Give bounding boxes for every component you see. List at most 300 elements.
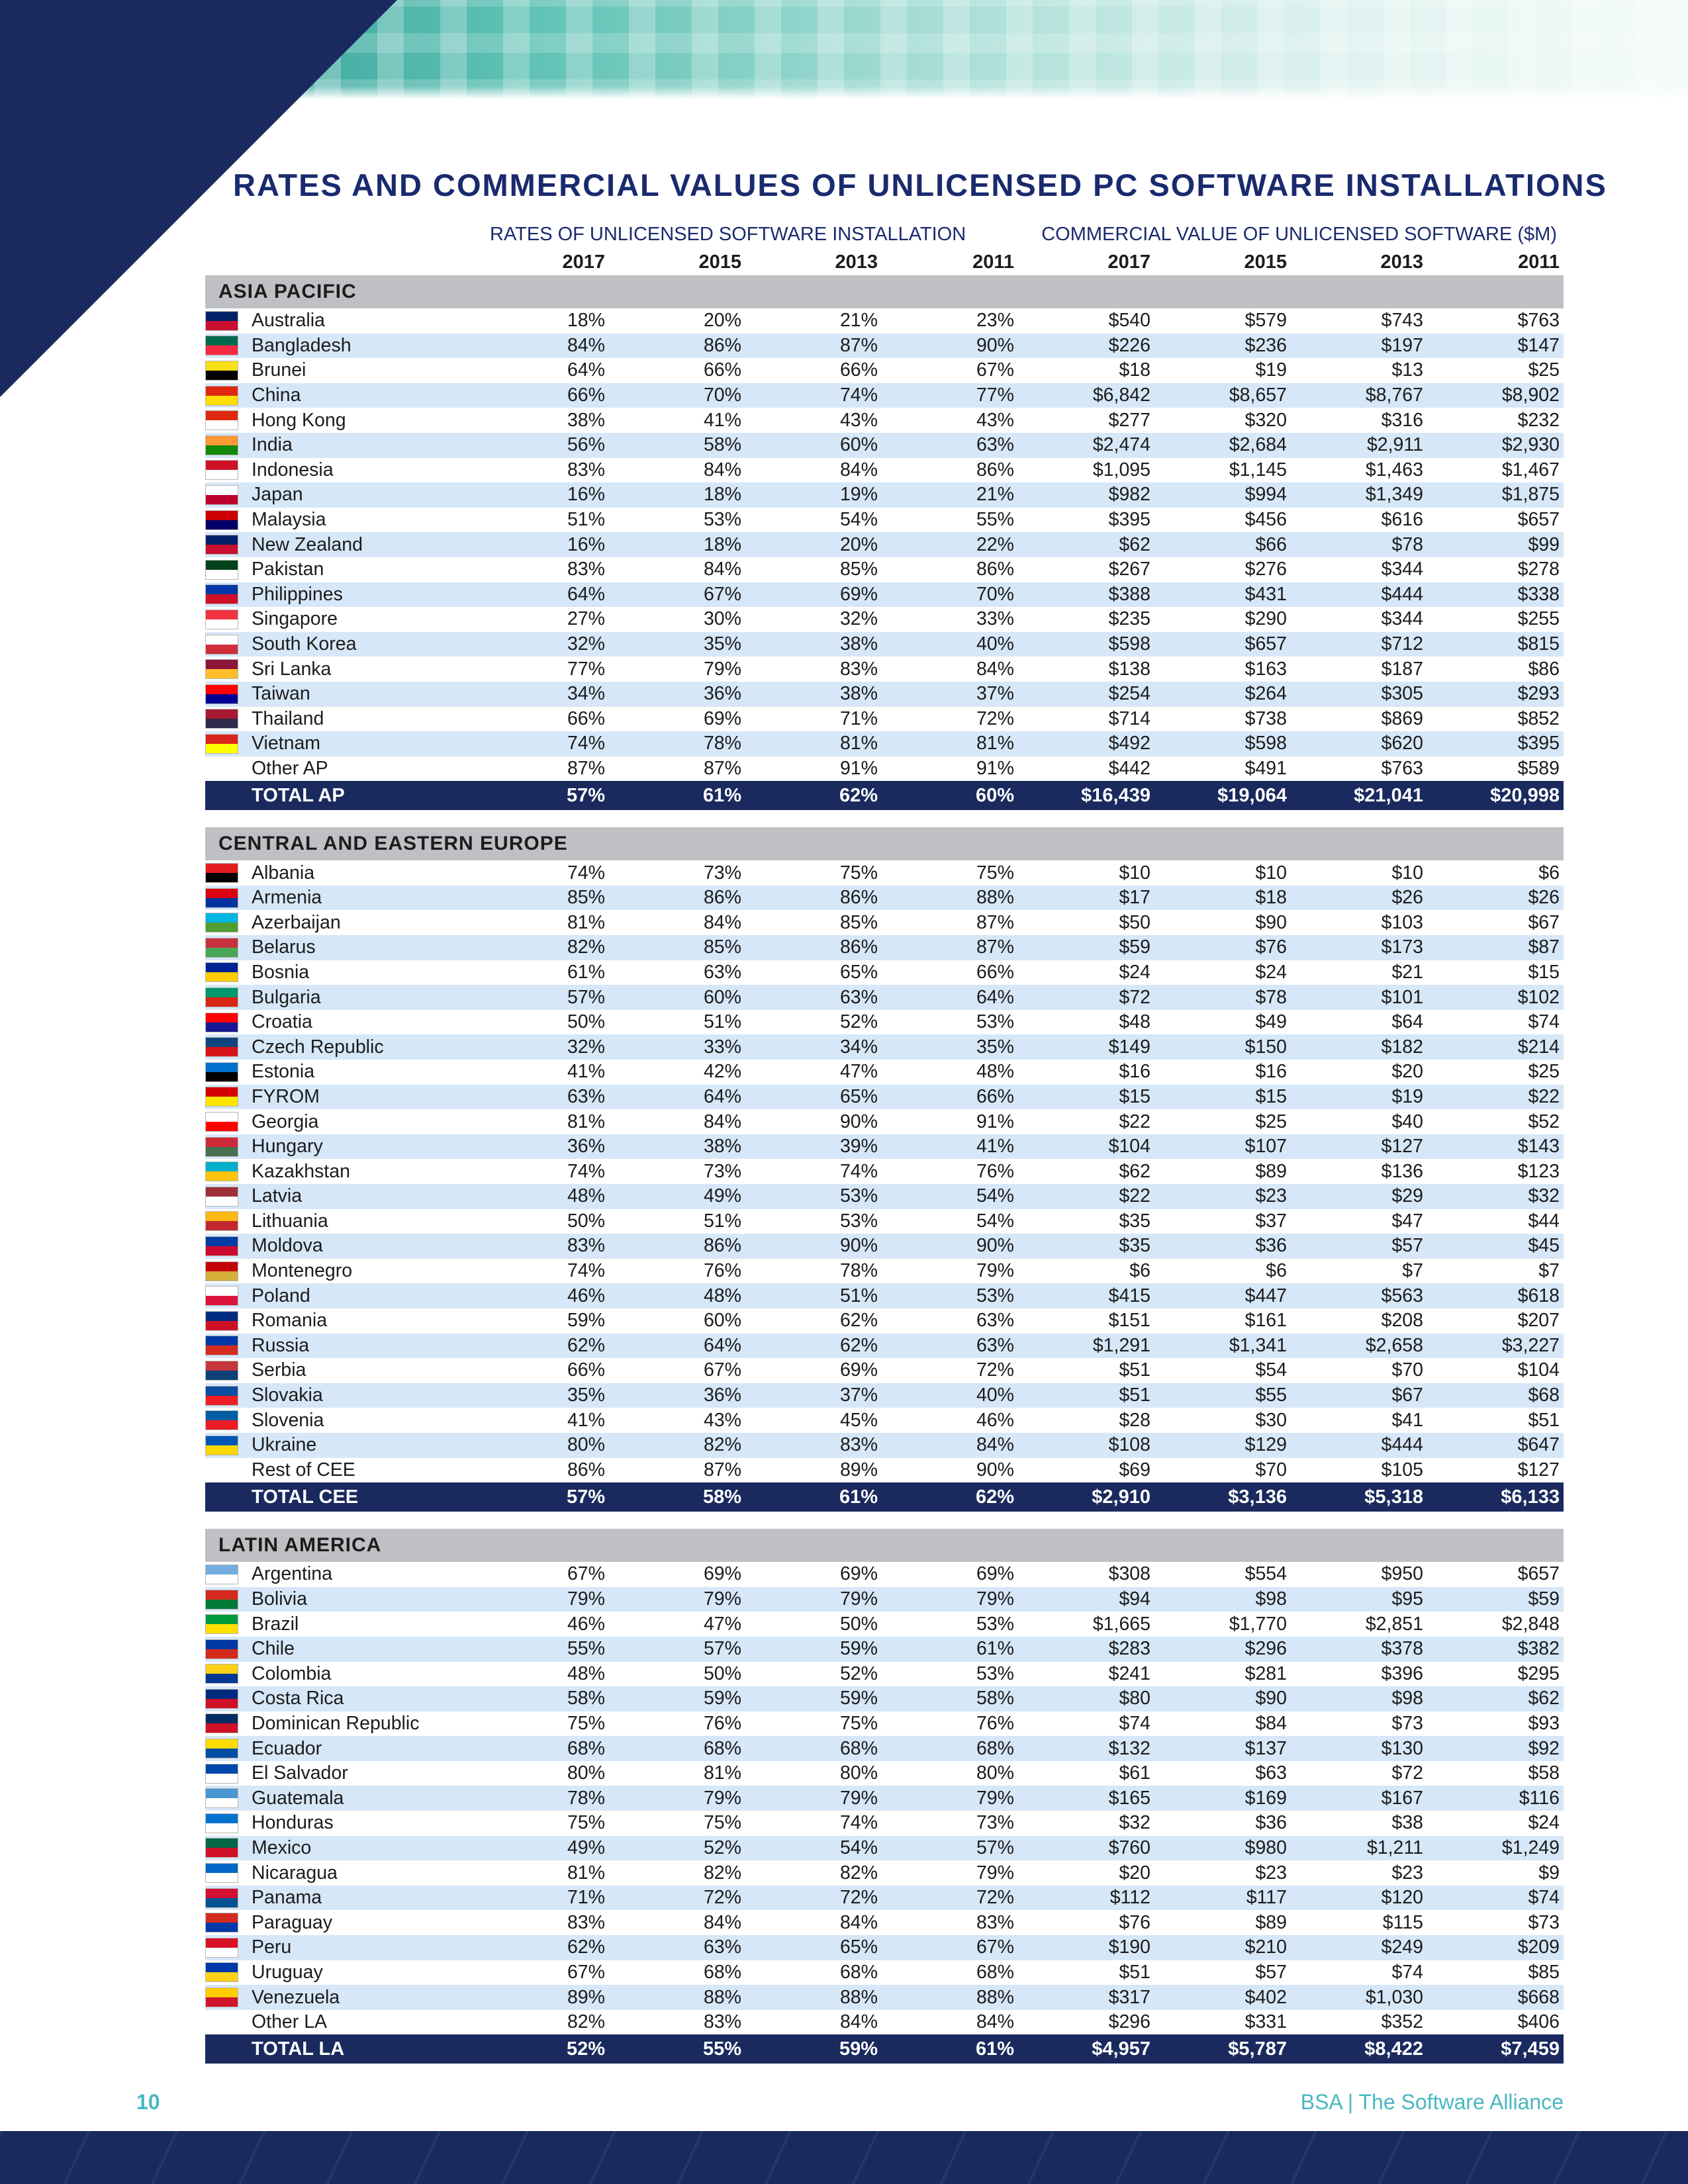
rate-cell: 75% <box>703 1812 741 1834</box>
value-cell: $255 <box>1517 608 1560 630</box>
rate-cell: 91% <box>976 757 1014 779</box>
rate-cell: 18% <box>567 310 605 332</box>
table-body <box>205 275 1564 2064</box>
country-name: Poland <box>252 1285 310 1306</box>
country-name: Nicaragua <box>252 1862 338 1884</box>
country-name: Indonesia <box>252 459 334 480</box>
country-cell <box>205 508 470 533</box>
value-cell: $70 <box>1255 1459 1287 1480</box>
rate-cell: 86% <box>703 887 741 909</box>
value-cell: $187 <box>1381 658 1423 680</box>
country-cell <box>205 1786 470 1811</box>
rate-cell: 45% <box>839 1409 878 1431</box>
value-cell: $104 <box>1108 1136 1150 1158</box>
section-gap <box>205 810 1564 827</box>
rate-cell: 66% <box>976 1085 1014 1107</box>
rate-cell: 51% <box>703 1011 741 1033</box>
rate-cell: 67% <box>976 359 1014 381</box>
value-cell: $2,911 <box>1366 434 1423 456</box>
flag-icon <box>205 1286 238 1306</box>
value-cell: $293 <box>1517 683 1560 705</box>
value-cell: $84 <box>1255 1712 1287 1734</box>
value-cell: $89 <box>1255 1911 1287 1933</box>
rate-cell: 41% <box>976 1136 1014 1158</box>
country-name: Kazakhstan <box>252 1160 350 1182</box>
country-name: Other LA <box>252 2011 328 2033</box>
value-cell: $283 <box>1108 1638 1150 1660</box>
total-label: TOTAL LA <box>252 2038 345 2060</box>
value-cell: $45 <box>1528 1235 1560 1257</box>
country-name: Ecuador <box>252 1737 322 1759</box>
value-cell: $132 <box>1108 1737 1150 1759</box>
value-cell: $25 <box>1255 1111 1287 1132</box>
rate-cell: 76% <box>703 1260 741 1282</box>
value-cell: $207 <box>1517 1310 1560 1332</box>
flag-icon <box>205 1013 238 1032</box>
rate-cell: 70% <box>976 583 1014 605</box>
rate-cell: 87% <box>567 757 605 779</box>
value-cell: $36 <box>1255 1812 1287 1834</box>
rate-cell: 82% <box>839 1862 878 1884</box>
rate-cell: 40% <box>976 1385 1014 1406</box>
rate-cell: 84% <box>976 658 1014 680</box>
rate-cell: 70% <box>703 385 741 406</box>
value-year-header: 2013 <box>1380 251 1423 273</box>
rate-cell: 38% <box>703 1136 741 1158</box>
rate-cell: 83% <box>703 2011 741 2033</box>
flag-icon <box>205 913 238 933</box>
rate-cell: 66% <box>839 359 878 381</box>
value-cell: $123 <box>1517 1160 1560 1182</box>
value-cell: $254 <box>1108 683 1150 705</box>
rate-cell: 80% <box>567 1434 605 1456</box>
country-name: Latvia <box>252 1185 303 1207</box>
table-row <box>205 1811 1564 1836</box>
rate-cell: 80% <box>976 1762 1014 1784</box>
rate-cell: 60% <box>839 434 878 456</box>
value-cell: $331 <box>1244 2011 1287 2033</box>
rate-cell: 53% <box>839 1210 878 1232</box>
table-row <box>205 1433 1564 1458</box>
rate-cell: 84% <box>839 459 878 480</box>
rate-cell: 35% <box>703 633 741 655</box>
table-row <box>205 1736 1564 1761</box>
rate-cell: 79% <box>976 1862 1014 1884</box>
country-name: Rest of CEE <box>252 1459 355 1480</box>
value-cell: $15 <box>1255 1085 1287 1107</box>
table-row <box>205 1786 1564 1811</box>
table-row <box>205 960 1564 985</box>
rate-cell: 63% <box>976 434 1014 456</box>
value-cell: $406 <box>1517 2011 1560 2033</box>
table-row <box>205 657 1564 682</box>
value-cell: $69 <box>1119 1459 1150 1480</box>
value-cell: $296 <box>1108 2011 1150 2033</box>
total-label: TOTAL AP <box>252 784 345 806</box>
value-cell: $305 <box>1381 683 1423 705</box>
value-cell: $657 <box>1517 1563 1560 1585</box>
value-cell: $41 <box>1391 1409 1423 1431</box>
rate-year-header: 2017 <box>562 251 605 273</box>
rate-cell: 86% <box>703 1235 741 1257</box>
rate-cell: 63% <box>839 986 878 1008</box>
value-cell: $1,291 <box>1092 1334 1150 1356</box>
rate-cell: 79% <box>976 1787 1014 1809</box>
value-cell: $58 <box>1528 1762 1560 1784</box>
value-cell: $241 <box>1108 1662 1150 1684</box>
value-cell: $101 <box>1381 986 1423 1008</box>
country-name: South Korea <box>252 633 357 655</box>
value-cell: $317 <box>1108 1986 1150 2008</box>
rate-cell: 83% <box>567 559 605 580</box>
country-cell <box>205 482 470 508</box>
value-cell: $104 <box>1517 1359 1560 1381</box>
country-name: Venezuela <box>252 1986 340 2008</box>
rate-cell: 18% <box>703 533 741 555</box>
rate-cell: 36% <box>703 1385 741 1406</box>
rate-cell: 57% <box>976 1837 1014 1858</box>
total-value-cell: $21,041 <box>1354 784 1423 806</box>
total-value-cell: $6,133 <box>1501 1486 1560 1508</box>
country-cell <box>205 756 470 782</box>
value-cell: $23 <box>1255 1862 1287 1884</box>
country-cell <box>205 1010 470 1035</box>
rate-cell: 68% <box>976 1737 1014 1759</box>
rate-cell: 18% <box>703 484 741 506</box>
value-cell: $743 <box>1381 310 1423 332</box>
rate-cell: 48% <box>567 1185 605 1207</box>
flag-icon <box>205 485 238 505</box>
country-name: Australia <box>252 310 325 332</box>
rate-cell: 90% <box>976 1235 1014 1257</box>
value-cell: $23 <box>1391 1862 1423 1884</box>
rate-cell: 76% <box>976 1160 1014 1182</box>
value-cell: $1,341 <box>1229 1334 1287 1356</box>
value-cell: $657 <box>1244 633 1287 655</box>
rate-cell: 88% <box>703 1986 741 2008</box>
table-row <box>205 1234 1564 1259</box>
rate-cell: 50% <box>839 1613 878 1635</box>
value-cell: $6,842 <box>1092 385 1150 406</box>
total-rate-cell: 52% <box>566 2038 605 2060</box>
rate-cell: 84% <box>703 911 741 933</box>
table-row <box>205 1334 1564 1359</box>
value-cell: $1,770 <box>1229 1613 1287 1635</box>
value-cell: $2,930 <box>1501 434 1560 456</box>
rate-cell: 85% <box>839 559 878 580</box>
rate-cell: 20% <box>703 310 741 332</box>
country-cell <box>205 334 470 359</box>
value-cell: $130 <box>1381 1737 1423 1759</box>
flag-icon <box>205 1913 238 1933</box>
rate-cell: 33% <box>703 1036 741 1058</box>
value-cell: $1,249 <box>1501 1837 1560 1858</box>
value-cell: $352 <box>1381 2011 1423 2033</box>
rate-cell: 84% <box>703 559 741 580</box>
rate-cell: 79% <box>839 1787 878 1809</box>
table-row <box>205 1134 1564 1160</box>
country-cell <box>205 1761 470 1786</box>
rate-cell: 53% <box>976 1285 1014 1306</box>
rate-cell: 74% <box>567 1160 605 1182</box>
rate-cell: 49% <box>567 1837 605 1858</box>
rate-cell: 74% <box>567 862 605 884</box>
country-cell <box>205 1960 470 1985</box>
flag-icon <box>205 1788 238 1808</box>
value-cell: $6 <box>1266 1260 1287 1282</box>
value-cell: $90 <box>1255 911 1287 933</box>
rate-cell: 68% <box>703 1961 741 1983</box>
rate-cell: 85% <box>839 911 878 933</box>
country-name: Belarus <box>252 936 316 958</box>
value-cell: $108 <box>1108 1434 1150 1456</box>
rate-cell: 72% <box>839 1887 878 1909</box>
rate-cell: 91% <box>839 757 878 779</box>
table-row <box>205 731 1564 756</box>
value-cell: $150 <box>1244 1036 1287 1058</box>
rate-cell: 21% <box>976 484 1014 506</box>
table-row <box>205 532 1564 557</box>
country-name: Malaysia <box>252 509 326 531</box>
table-row <box>205 985 1564 1010</box>
country-cell <box>205 1060 470 1085</box>
table-row <box>205 1587 1564 1612</box>
value-cell: $378 <box>1381 1638 1423 1660</box>
rate-cell: 53% <box>703 509 741 531</box>
country-cell <box>205 1109 470 1134</box>
total-value-cell: $2,910 <box>1092 1486 1150 1508</box>
rate-cell: 69% <box>703 707 741 729</box>
value-cell: $10 <box>1391 862 1423 884</box>
value-cell: $66 <box>1255 533 1287 555</box>
value-cell: $30 <box>1255 1409 1287 1431</box>
value-cell: $308 <box>1108 1563 1150 1585</box>
rate-cell: 63% <box>703 961 741 983</box>
value-cell: $87 <box>1528 936 1560 958</box>
rate-cell: 86% <box>976 559 1014 580</box>
rate-cell: 81% <box>703 1762 741 1784</box>
country-cell <box>205 1458 470 1483</box>
country-name: Croatia <box>252 1011 312 1033</box>
value-cell: $447 <box>1244 1285 1287 1306</box>
value-cell: $16 <box>1255 1061 1287 1083</box>
rate-cell: 68% <box>567 1737 605 1759</box>
rate-cell: 81% <box>567 1111 605 1132</box>
total-rate-cell: 57% <box>566 1486 605 1508</box>
value-cell: $738 <box>1244 707 1287 729</box>
table-row <box>205 2010 1564 2035</box>
value-cell: $24 <box>1119 961 1150 983</box>
flag-icon <box>205 1361 238 1381</box>
rate-cell: 79% <box>976 1260 1014 1282</box>
value-cell: $22 <box>1119 1185 1150 1207</box>
value-cell: $657 <box>1517 509 1560 531</box>
rate-cell: 57% <box>567 986 605 1008</box>
rate-cell: 83% <box>567 459 605 480</box>
country-cell <box>205 935 470 960</box>
value-cell: $320 <box>1244 409 1287 431</box>
rate-cell: 90% <box>976 334 1014 356</box>
rate-year-header: 2013 <box>835 251 878 273</box>
rate-cell: 83% <box>839 658 878 680</box>
rate-cell: 48% <box>703 1285 741 1306</box>
rate-cell: 90% <box>976 1459 1014 1480</box>
total-value-cell: $16,439 <box>1081 784 1150 806</box>
rate-cell: 58% <box>567 1688 605 1709</box>
value-cell: $35 <box>1119 1210 1150 1232</box>
rate-cell: 79% <box>703 658 741 680</box>
data-table <box>205 218 1564 2064</box>
value-cell: $197 <box>1381 334 1423 356</box>
rate-cell: 20% <box>839 533 878 555</box>
country-name: Pakistan <box>252 559 324 580</box>
value-cell: $28 <box>1119 1409 1150 1431</box>
value-cell: $117 <box>1246 1887 1287 1909</box>
rate-cell: 83% <box>839 1434 878 1456</box>
country-name: Peru <box>252 1936 292 1958</box>
country-cell <box>205 1562 470 1587</box>
rate-cell: 82% <box>703 1434 741 1456</box>
total-rate-cell: 58% <box>702 1486 741 1508</box>
value-cell: $48 <box>1119 1011 1150 1033</box>
table-row <box>205 1662 1564 1687</box>
rate-cell: 81% <box>567 911 605 933</box>
rate-cell: 86% <box>976 459 1014 480</box>
country-name: FYROM <box>252 1085 320 1107</box>
rate-cell: 58% <box>703 434 741 456</box>
value-cell: $55 <box>1255 1385 1287 1406</box>
value-cell: $76 <box>1119 1911 1150 1933</box>
country-name: Montenegro <box>252 1260 353 1282</box>
rate-cell: 52% <box>839 1662 878 1684</box>
value-cell: $714 <box>1108 707 1150 729</box>
rate-cell: 32% <box>839 608 878 630</box>
table-row <box>205 1308 1564 1334</box>
table-row <box>205 1010 1564 1035</box>
flag-icon <box>205 1590 238 1610</box>
flag-icon <box>205 635 238 655</box>
value-cell: $316 <box>1381 409 1423 431</box>
flag-icon <box>205 1938 238 1958</box>
rate-cell: 66% <box>976 961 1014 983</box>
flag-icon <box>205 1261 238 1281</box>
value-cell: $540 <box>1108 310 1150 332</box>
value-cell: $344 <box>1381 608 1423 630</box>
rate-cell: 89% <box>567 1986 605 2008</box>
value-cell: $2,851 <box>1365 1613 1423 1635</box>
rate-cell: 76% <box>703 1712 741 1734</box>
table-row <box>205 1960 1564 1985</box>
rate-cell: 54% <box>976 1185 1014 1207</box>
value-cell: $18 <box>1255 887 1287 909</box>
flag-icon <box>205 386 238 406</box>
country-name: China <box>252 385 301 406</box>
rate-cell: 62% <box>839 1334 878 1356</box>
country-cell <box>205 707 470 732</box>
rate-cell: 74% <box>567 733 605 754</box>
value-cell: $61 <box>1119 1762 1150 1784</box>
flag-icon <box>205 311 238 331</box>
value-cell: $51 <box>1119 1961 1150 1983</box>
rate-cell: 64% <box>703 1334 741 1356</box>
rate-year-header: 2011 <box>972 251 1014 273</box>
value-cell: $444 <box>1381 1434 1423 1456</box>
rate-cell: 32% <box>567 633 605 655</box>
rate-cell: 72% <box>703 1887 741 1909</box>
value-cell: $22 <box>1119 1111 1150 1132</box>
rate-cell: 87% <box>976 936 1014 958</box>
table-row <box>205 682 1564 707</box>
value-cell: $169 <box>1244 1787 1287 1809</box>
value-year-header: 2011 <box>1518 251 1560 273</box>
value-cell: $10 <box>1119 862 1150 884</box>
rate-cell: 87% <box>839 334 878 356</box>
total-value-cell: $5,787 <box>1228 2038 1287 2060</box>
country-name: Singapore <box>252 608 338 630</box>
flag-icon <box>205 535 238 555</box>
rate-cell: 35% <box>567 1385 605 1406</box>
rate-cell: 84% <box>703 1911 741 1933</box>
rate-cell: 63% <box>703 1936 741 1958</box>
rate-cell: 35% <box>976 1036 1014 1058</box>
rate-cell: 22% <box>976 533 1014 555</box>
rate-cell: 67% <box>703 583 741 605</box>
value-cell: $163 <box>1244 658 1287 680</box>
rate-cell: 50% <box>703 1662 741 1684</box>
flag-icon <box>205 1062 238 1082</box>
rate-cell: 40% <box>976 633 1014 655</box>
rate-cell: 38% <box>567 409 605 431</box>
country-name: Thailand <box>252 707 324 729</box>
flag-icon <box>205 1037 238 1057</box>
flag-icon <box>205 361 238 381</box>
value-cell: $1,211 <box>1366 1837 1423 1858</box>
country-cell <box>205 1283 470 1308</box>
flag-icon <box>205 1087 238 1107</box>
flag-icon <box>205 1137 238 1157</box>
table-row <box>205 358 1564 383</box>
country-name: Guatemala <box>252 1787 344 1809</box>
table-row <box>205 308 1564 334</box>
rate-cell: 69% <box>839 1359 878 1381</box>
rate-cell: 79% <box>567 1588 605 1610</box>
rate-cell: 62% <box>567 1936 605 1958</box>
country-cell <box>205 1334 470 1359</box>
rate-cell: 69% <box>976 1563 1014 1585</box>
value-cell: $214 <box>1517 1036 1560 1058</box>
rate-cell: 46% <box>976 1409 1014 1431</box>
table-row <box>205 756 1564 782</box>
table-row <box>205 1209 1564 1234</box>
country-cell <box>205 358 470 383</box>
rate-cell: 77% <box>976 385 1014 406</box>
rate-cell: 41% <box>567 1409 605 1431</box>
rate-cell: 84% <box>703 1111 741 1132</box>
rate-cell: 54% <box>976 1210 1014 1232</box>
country-cell <box>205 1711 470 1737</box>
value-cell: $982 <box>1108 484 1150 506</box>
country-name: Serbia <box>252 1359 306 1381</box>
country-name: Paraguay <box>252 1911 333 1933</box>
country-name: Brazil <box>252 1613 299 1635</box>
value-cell: $17 <box>1119 887 1150 909</box>
table-row <box>205 1637 1564 1662</box>
country-name: Dominican Republic <box>252 1712 420 1734</box>
rate-cell: 64% <box>567 359 605 381</box>
value-cell: $9 <box>1538 1862 1560 1884</box>
value-cell: $115 <box>1382 1911 1423 1933</box>
table-row <box>205 1060 1564 1085</box>
